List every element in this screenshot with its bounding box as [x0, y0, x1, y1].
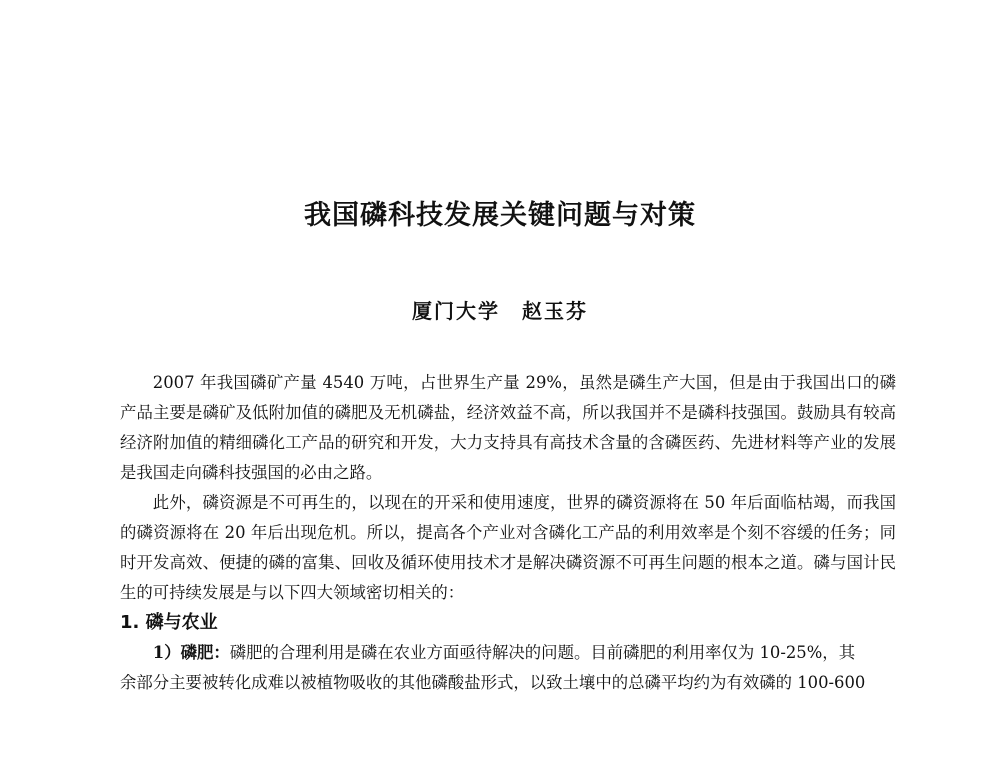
paragraph-2: 此外，磷资源是不可再生的，以现在的开采和使用速度，世界的磷资源将在 50 年后面临枯竭，而我国的磷资源将在 20 年后出现危机。所以，提高各个产业对含磷化工产品的利用效率是个刻不容缓的任务；同时开发高效、便捷的磷的富集、回收及循环使用技术才是解决磷资源不可再生问题的根本之道。磷与国计民生的可持续发展是与以下四大领域密切相关的：: [120, 493, 896, 602]
sub-heading-fertilizer: 1）磷肥：: [152, 643, 230, 662]
document-body: [120, 368, 896, 698]
byline: [0, 295, 1000, 324]
paragraph-cut-line: 余部分主要被转化成难以被植物吸收的其他磷酸盐形式，以致土壤中的总磷平均约为有效磷的 100-600: [120, 673, 866, 692]
fertilizer-text: 磷肥的合理利用是磷在农业方面亟待解决的问题。目前磷肥的利用率仅为 10-25%，其: [229, 643, 856, 662]
affiliation: 厦门大学: [412, 299, 500, 323]
document-title: 我国磷科技发展关键问题与对策: [304, 200, 696, 231]
section-heading-agriculture: 1. 磷与农业: [120, 612, 218, 633]
paragraph-phosphate-fertilizer: [120, 638, 896, 668]
paragraph-1: 2007 年我国磷矿产量 4540 万吨，占世界生产量 29%，虽然是磷生产大国，但是由于我国出口的磷产品主要是磷矿及低附加值的磷肥及无机磷盐，经济效益不高，所以我国并不是磷科技强国。鼓励具有较高经济附加值的精细磷化工产品的研究和开发，大力支持具有高技术含量的含磷医药、先进材料等产业的发展是我国走向磷科技强国的必由之路。: [120, 373, 896, 482]
author-name: 赵玉芬: [522, 299, 588, 323]
